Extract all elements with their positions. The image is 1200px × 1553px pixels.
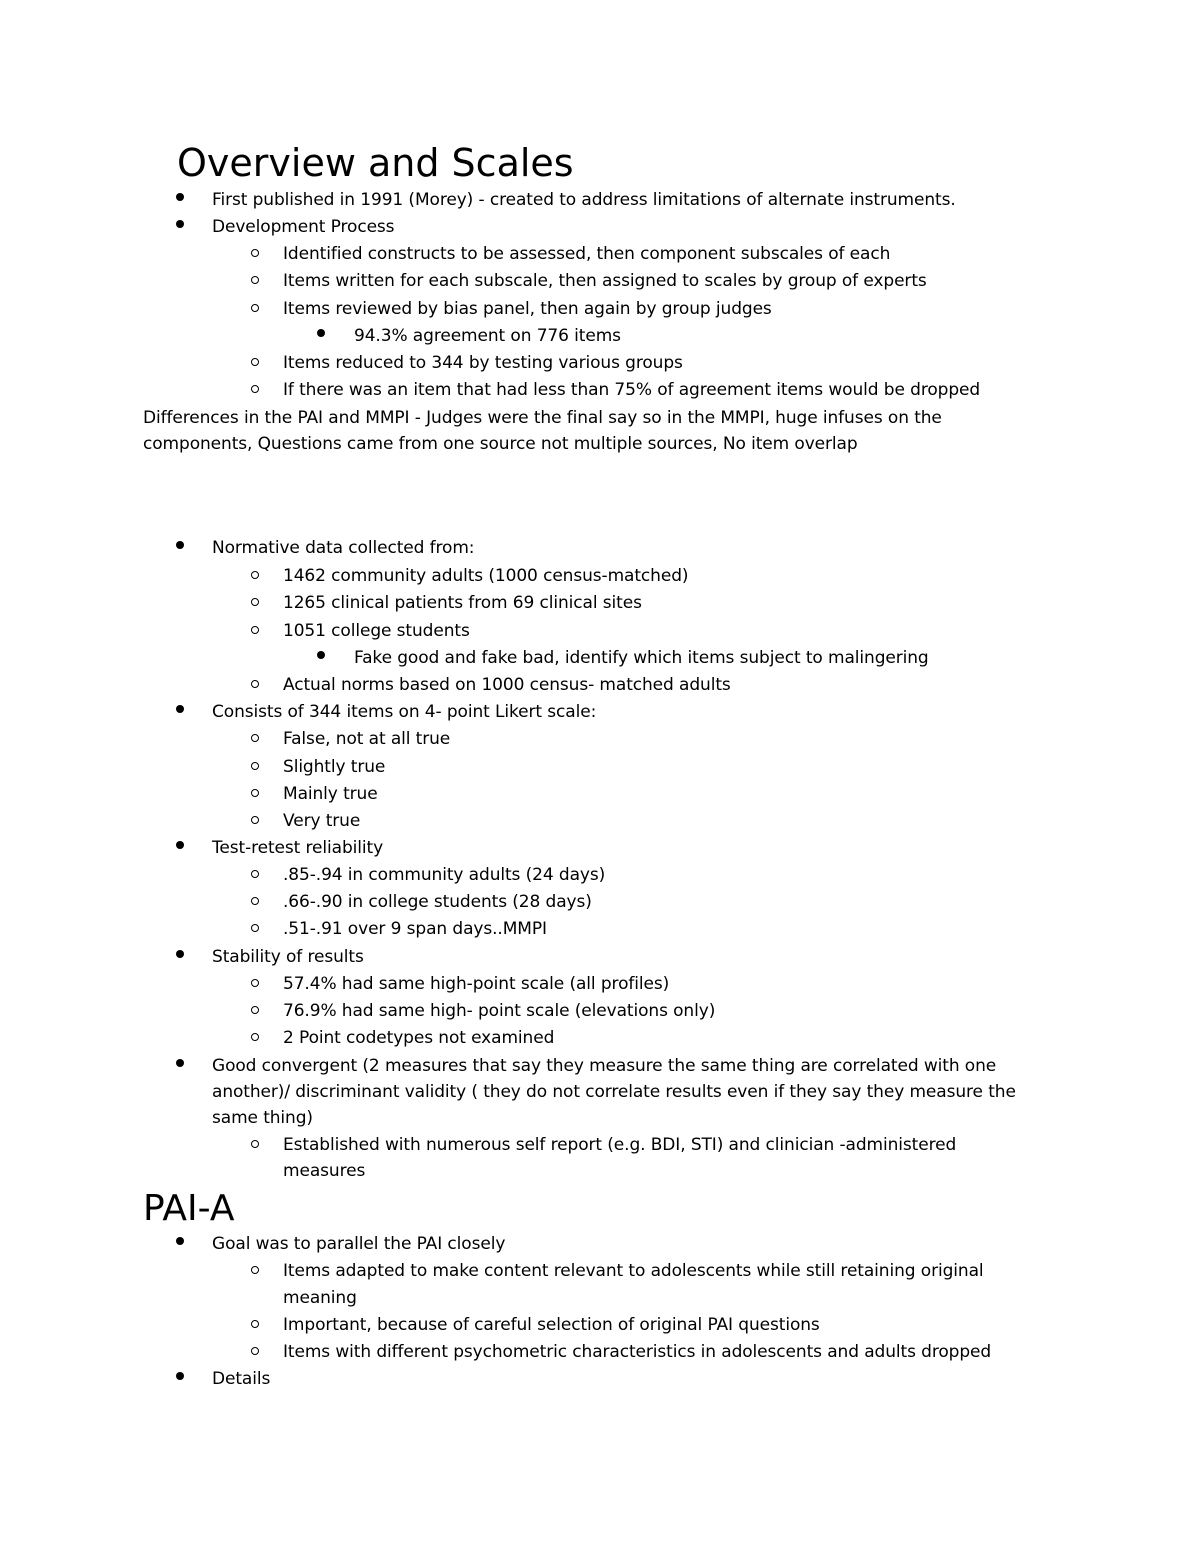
bullet-circle-icon (251, 897, 259, 905)
bullet-circle-icon (251, 571, 259, 579)
list-item: 76.9% had same high- point scale (elevations only) (283, 1001, 716, 1021)
list-item: Stability of results (212, 947, 364, 967)
list-item: 2 Point codetypes not examined (283, 1028, 555, 1048)
list-item: Consists of 344 items on 4- point Likert scale: (212, 702, 597, 722)
bullet-circle-icon (251, 304, 259, 312)
list-item: 1051 college students (283, 621, 470, 641)
list-item: Items reviewed by bias panel, then again by group judges (283, 299, 772, 319)
list-item: Goal was to parallel the PAI closely (212, 1234, 506, 1254)
bullet-circle-icon (251, 1266, 259, 1274)
paragraph-line: Differences in the PAI and MMPI - Judges were the final say so in the MMPI, huge infuses on the (143, 408, 942, 428)
list-item: Development Process (212, 217, 395, 237)
bullet-circle-icon (251, 1347, 259, 1355)
list-item: Details (212, 1369, 271, 1389)
bullet-circle-icon (251, 598, 259, 606)
list-item: Items reduced to 344 by testing various groups (283, 353, 683, 373)
bullet-circle-icon (251, 924, 259, 932)
list-item: If there was an item that had less than 75% of agreement items would be dropped (283, 380, 981, 400)
bullet-circle-icon (251, 680, 259, 688)
list-item: Items adapted to make content relevant to adolescents while still retaining original (283, 1261, 984, 1281)
list-item: .85-.94 in community adults (24 days) (283, 865, 606, 885)
bullet-disc-icon (176, 841, 184, 849)
bullet-circle-icon (251, 870, 259, 878)
bullet-disc-icon (176, 1237, 184, 1245)
bullet-circle-icon (251, 979, 259, 987)
bullet-circle-icon (251, 385, 259, 393)
bullet-circle-icon (251, 762, 259, 770)
bullet-disc-icon (176, 220, 184, 228)
bullet-circle-icon (251, 789, 259, 797)
bullet-circle-icon (251, 1320, 259, 1328)
bullet-disc-icon (317, 651, 325, 659)
list-item: .51-.91 over 9 span days..MMPI (283, 919, 547, 939)
list-item: Items with different psychometric characteristics in adolescents and adults dropped (283, 1342, 992, 1362)
bullet-disc-icon (176, 193, 184, 201)
list-item: First published in 1991 (Morey) - created to address limitations of alternate instruments. (212, 190, 956, 210)
bullet-circle-icon (251, 1006, 259, 1014)
bullet-disc-icon (176, 950, 184, 958)
list-item: Mainly true (283, 784, 378, 804)
list-item: Good convergent (2 measures that say they measure the same thing are correlated with one (212, 1056, 997, 1076)
list-item-continued: measures (283, 1161, 366, 1181)
list-item: Actual norms based on 1000 census- matched adults (283, 675, 731, 695)
bullet-disc-icon (317, 329, 325, 337)
bullet-circle-icon (251, 249, 259, 257)
bullet-disc-icon (176, 1059, 184, 1067)
section-heading-pai-a: PAI-A (143, 1188, 235, 1229)
list-item: Important, because of careful selection of original PAI questions (283, 1315, 820, 1335)
paragraph-line: components, Questions came from one source not multiple sources, No item overlap (143, 434, 858, 454)
bullet-disc-icon (176, 1372, 184, 1380)
bullet-circle-icon (251, 1140, 259, 1148)
list-item: .66-.90 in college students (28 days) (283, 892, 592, 912)
bullet-disc-icon (176, 541, 184, 549)
list-item: 57.4% had same high-point scale (all profiles) (283, 974, 670, 994)
list-item-continued: another)/ discriminant validity ( they do not correlate results even if they say they measure the (212, 1082, 1016, 1102)
list-item: Items written for each subscale, then assigned to scales by group of experts (283, 271, 927, 291)
list-item-continued: same thing) (212, 1108, 313, 1128)
list-item: False, not at all true (283, 729, 451, 749)
bullet-disc-icon (176, 705, 184, 713)
list-item: 94.3% agreement on 776 items (354, 326, 621, 346)
bullet-circle-icon (251, 1033, 259, 1041)
list-item: Established with numerous self report (e.g. BDI, STI) and clinician -administered (283, 1135, 957, 1155)
list-item-continued: meaning (283, 1288, 357, 1308)
list-item: 1462 community adults (1000 census-matched) (283, 566, 689, 586)
bullet-circle-icon (251, 816, 259, 824)
list-item: Identified constructs to be assessed, then component subscales of each (283, 244, 891, 264)
list-item: Test-retest reliability (212, 838, 384, 858)
list-item: 1265 clinical patients from 69 clinical sites (283, 593, 642, 613)
bullet-circle-icon (251, 358, 259, 366)
list-item: Slightly true (283, 757, 386, 777)
bullet-circle-icon (251, 626, 259, 634)
section-heading-overview: Overview and Scales (177, 141, 574, 185)
bullet-circle-icon (251, 734, 259, 742)
list-item: Normative data collected from: (212, 538, 475, 558)
list-item: Fake good and fake bad, identify which items subject to malingering (354, 648, 929, 668)
list-item: Very true (283, 811, 361, 831)
bullet-circle-icon (251, 276, 259, 284)
